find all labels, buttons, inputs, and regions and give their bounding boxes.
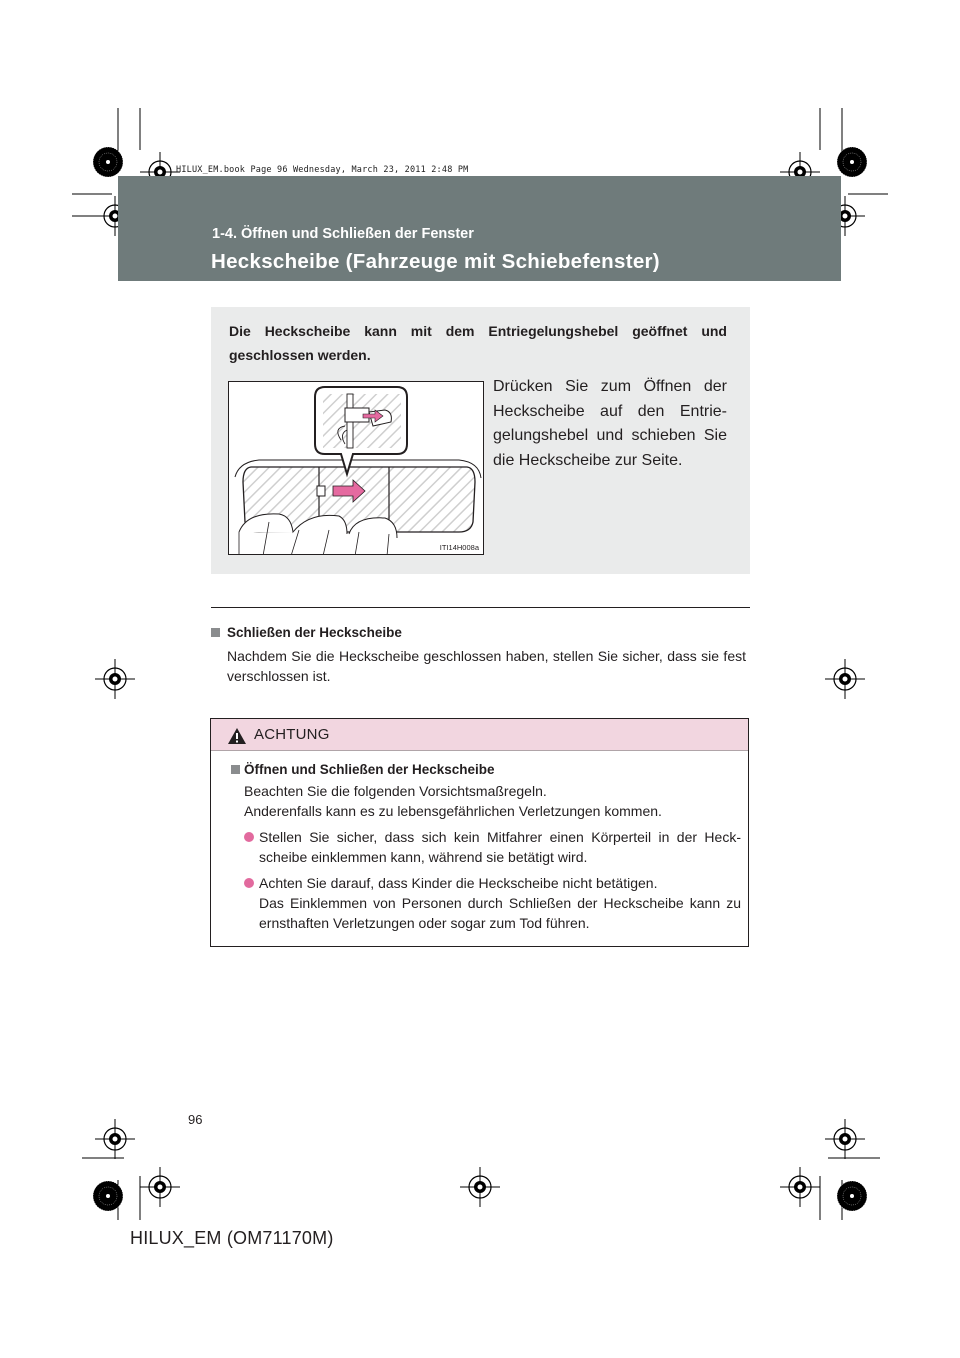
manual-code: HILUX_EM (OM71170M) (130, 1228, 334, 1248)
instruction-text: Drücken Sie zum Öffnen der Heckscheibe auf den Entrie-gelungshebel und schieben Sie die Heckscheibe zur Seite. (493, 378, 727, 469)
warning-box (210, 718, 749, 947)
rear-window-drawing (229, 382, 484, 555)
warning-bullet (229, 827, 741, 867)
book-meta: HILUX_EM.book Page 96 Wednesday, March 23, 2011 2:48 PM (176, 165, 469, 175)
intro-text: Die Heckscheibe kann mit dem Entriegelungshebel geöffnet und geschlossen werden. (229, 323, 727, 363)
rear-window-illustration (228, 381, 484, 555)
square-bullet-icon (211, 628, 220, 637)
warning-header (211, 719, 748, 751)
page-number: 96 (188, 1112, 203, 1127)
warning-body-line: Beachten Sie die folgenden Vorsichtsmaßregeln. (244, 783, 547, 799)
bullet-dot-icon (244, 832, 254, 842)
warning-bullet (229, 873, 741, 933)
note-title (227, 625, 746, 640)
note-section (211, 625, 746, 686)
warning-bullet-text: Stellen Sie sicher, dass sich kein Mitfahrer einen Körperteil in der Heck-scheibe einklemmen kann, während sie betätigt wird. (259, 829, 741, 865)
warning-bullet-subtext: Das Einklemmen von Personen durch Schließen der Heckscheibe kann zu ernsthaften Verletzungen oder sogar zum Tod führen. (259, 895, 741, 931)
note-title-text: Schließen der Heckscheibe (227, 625, 402, 640)
square-bullet-icon (231, 765, 240, 774)
warning-title (231, 762, 741, 777)
figure-code: ITI14H008a (439, 543, 479, 552)
warning-title-text: Öffnen und Schließen der Heckscheibe (244, 762, 495, 777)
warning-label: ACHTUNG (254, 726, 330, 743)
section-divider (211, 607, 750, 608)
page-title: Heckscheibe (Fahrzeuge mit Schiebefenster) (211, 250, 660, 273)
warning-bullet-text: Achten Sie darauf, dass Kinder die Heckscheibe nicht betätigen. (259, 875, 658, 891)
section-label: 1-4. Öffnen und Schließen der Fenster (212, 226, 474, 242)
bullet-dot-icon (244, 878, 254, 888)
warning-body (244, 781, 741, 821)
intro-box (211, 307, 750, 574)
note-body: Nachdem Sie die Heckscheibe geschlossen haben, stellen Sie sicher, dass sie fest verschlossen ist. (227, 648, 746, 684)
warning-triangle-icon (227, 727, 247, 745)
warning-content (229, 762, 741, 933)
warning-body-line: Anderenfalls kann es zu lebensgefährlichen Verletzungen kommen. (244, 803, 662, 819)
